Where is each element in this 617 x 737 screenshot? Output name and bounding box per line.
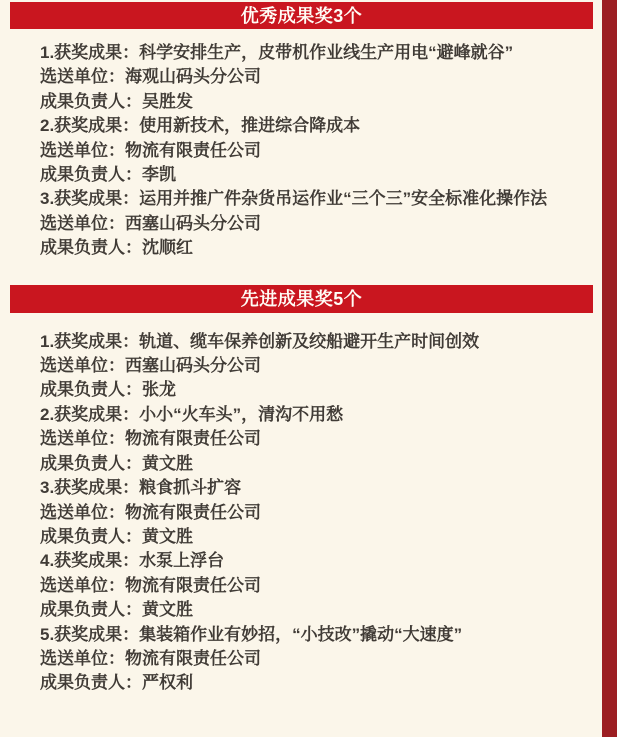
leader-line: 成果负责人：张龙 (40, 380, 176, 400)
unit-line: 选送单位：物流有限责任公司 (40, 429, 261, 449)
unit-line: 选送单位：物流有限责任公司 (40, 648, 261, 668)
unit-line: 选送单位：物流有限责任公司 (40, 140, 261, 160)
leader-line: 成果负责人：黄文胜 (40, 600, 193, 620)
section-header-bar-advanced (10, 285, 593, 313)
achievement-line: 2.获奖成果：使用新技术，推进综合降成本 (40, 116, 361, 136)
achievement-line: 1.获奖成果：科学安排生产，皮带机作业线生产用电“避峰就谷” (40, 43, 514, 62)
right-decor-strip (602, 0, 617, 737)
unit-line: 选送单位：海观山码头分公司 (40, 67, 261, 87)
achievement-line: 1.获奖成果：轨道、缆车保养创新及绞船避开生产时间创效 (40, 331, 480, 351)
section-entries-advanced (10, 313, 593, 696)
award-announcement (10, 0, 593, 696)
leader-line: 成果负责人：严权利 (40, 673, 193, 693)
achievement-line: 4.获奖成果：水泵上浮台 (40, 551, 225, 571)
leader-line: 成果负责人：李凯 (40, 165, 176, 185)
achievement-line: 3.获奖成果：运用并推广件杂货吊运作业“三个三”安全标准化操作法 (40, 189, 548, 209)
achievement-line: 2.获奖成果：小小“火车头”，清沟不用愁 (40, 404, 344, 424)
achievement-line: 3.获奖成果：粮食抓斗扩容 (40, 478, 242, 498)
unit-line: 选送单位：物流有限责任公司 (40, 575, 261, 595)
achievement-line: 5.获奖成果：集装箱作业有妙招，“小技改”撬动“大速度” (40, 624, 463, 644)
leader-line: 成果负责人：沈顺红 (40, 238, 193, 258)
leader-line: 成果负责人：黄文胜 (40, 453, 193, 473)
unit-line: 选送单位：物流有限责任公司 (40, 502, 261, 522)
leader-line: 成果负责人：黄文胜 (40, 526, 193, 546)
section-title: 先进成果奖5个 (240, 288, 363, 309)
section-entries-excellent (10, 29, 593, 261)
section-header-bar-excellent (10, 2, 593, 29)
leader-line: 成果负责人：吴胜发 (40, 91, 193, 111)
unit-line: 选送单位：西塞山码头分公司 (40, 213, 261, 233)
unit-line: 选送单位：西塞山码头分公司 (40, 356, 261, 376)
section-title: 优秀成果奖3个 (240, 5, 363, 26)
